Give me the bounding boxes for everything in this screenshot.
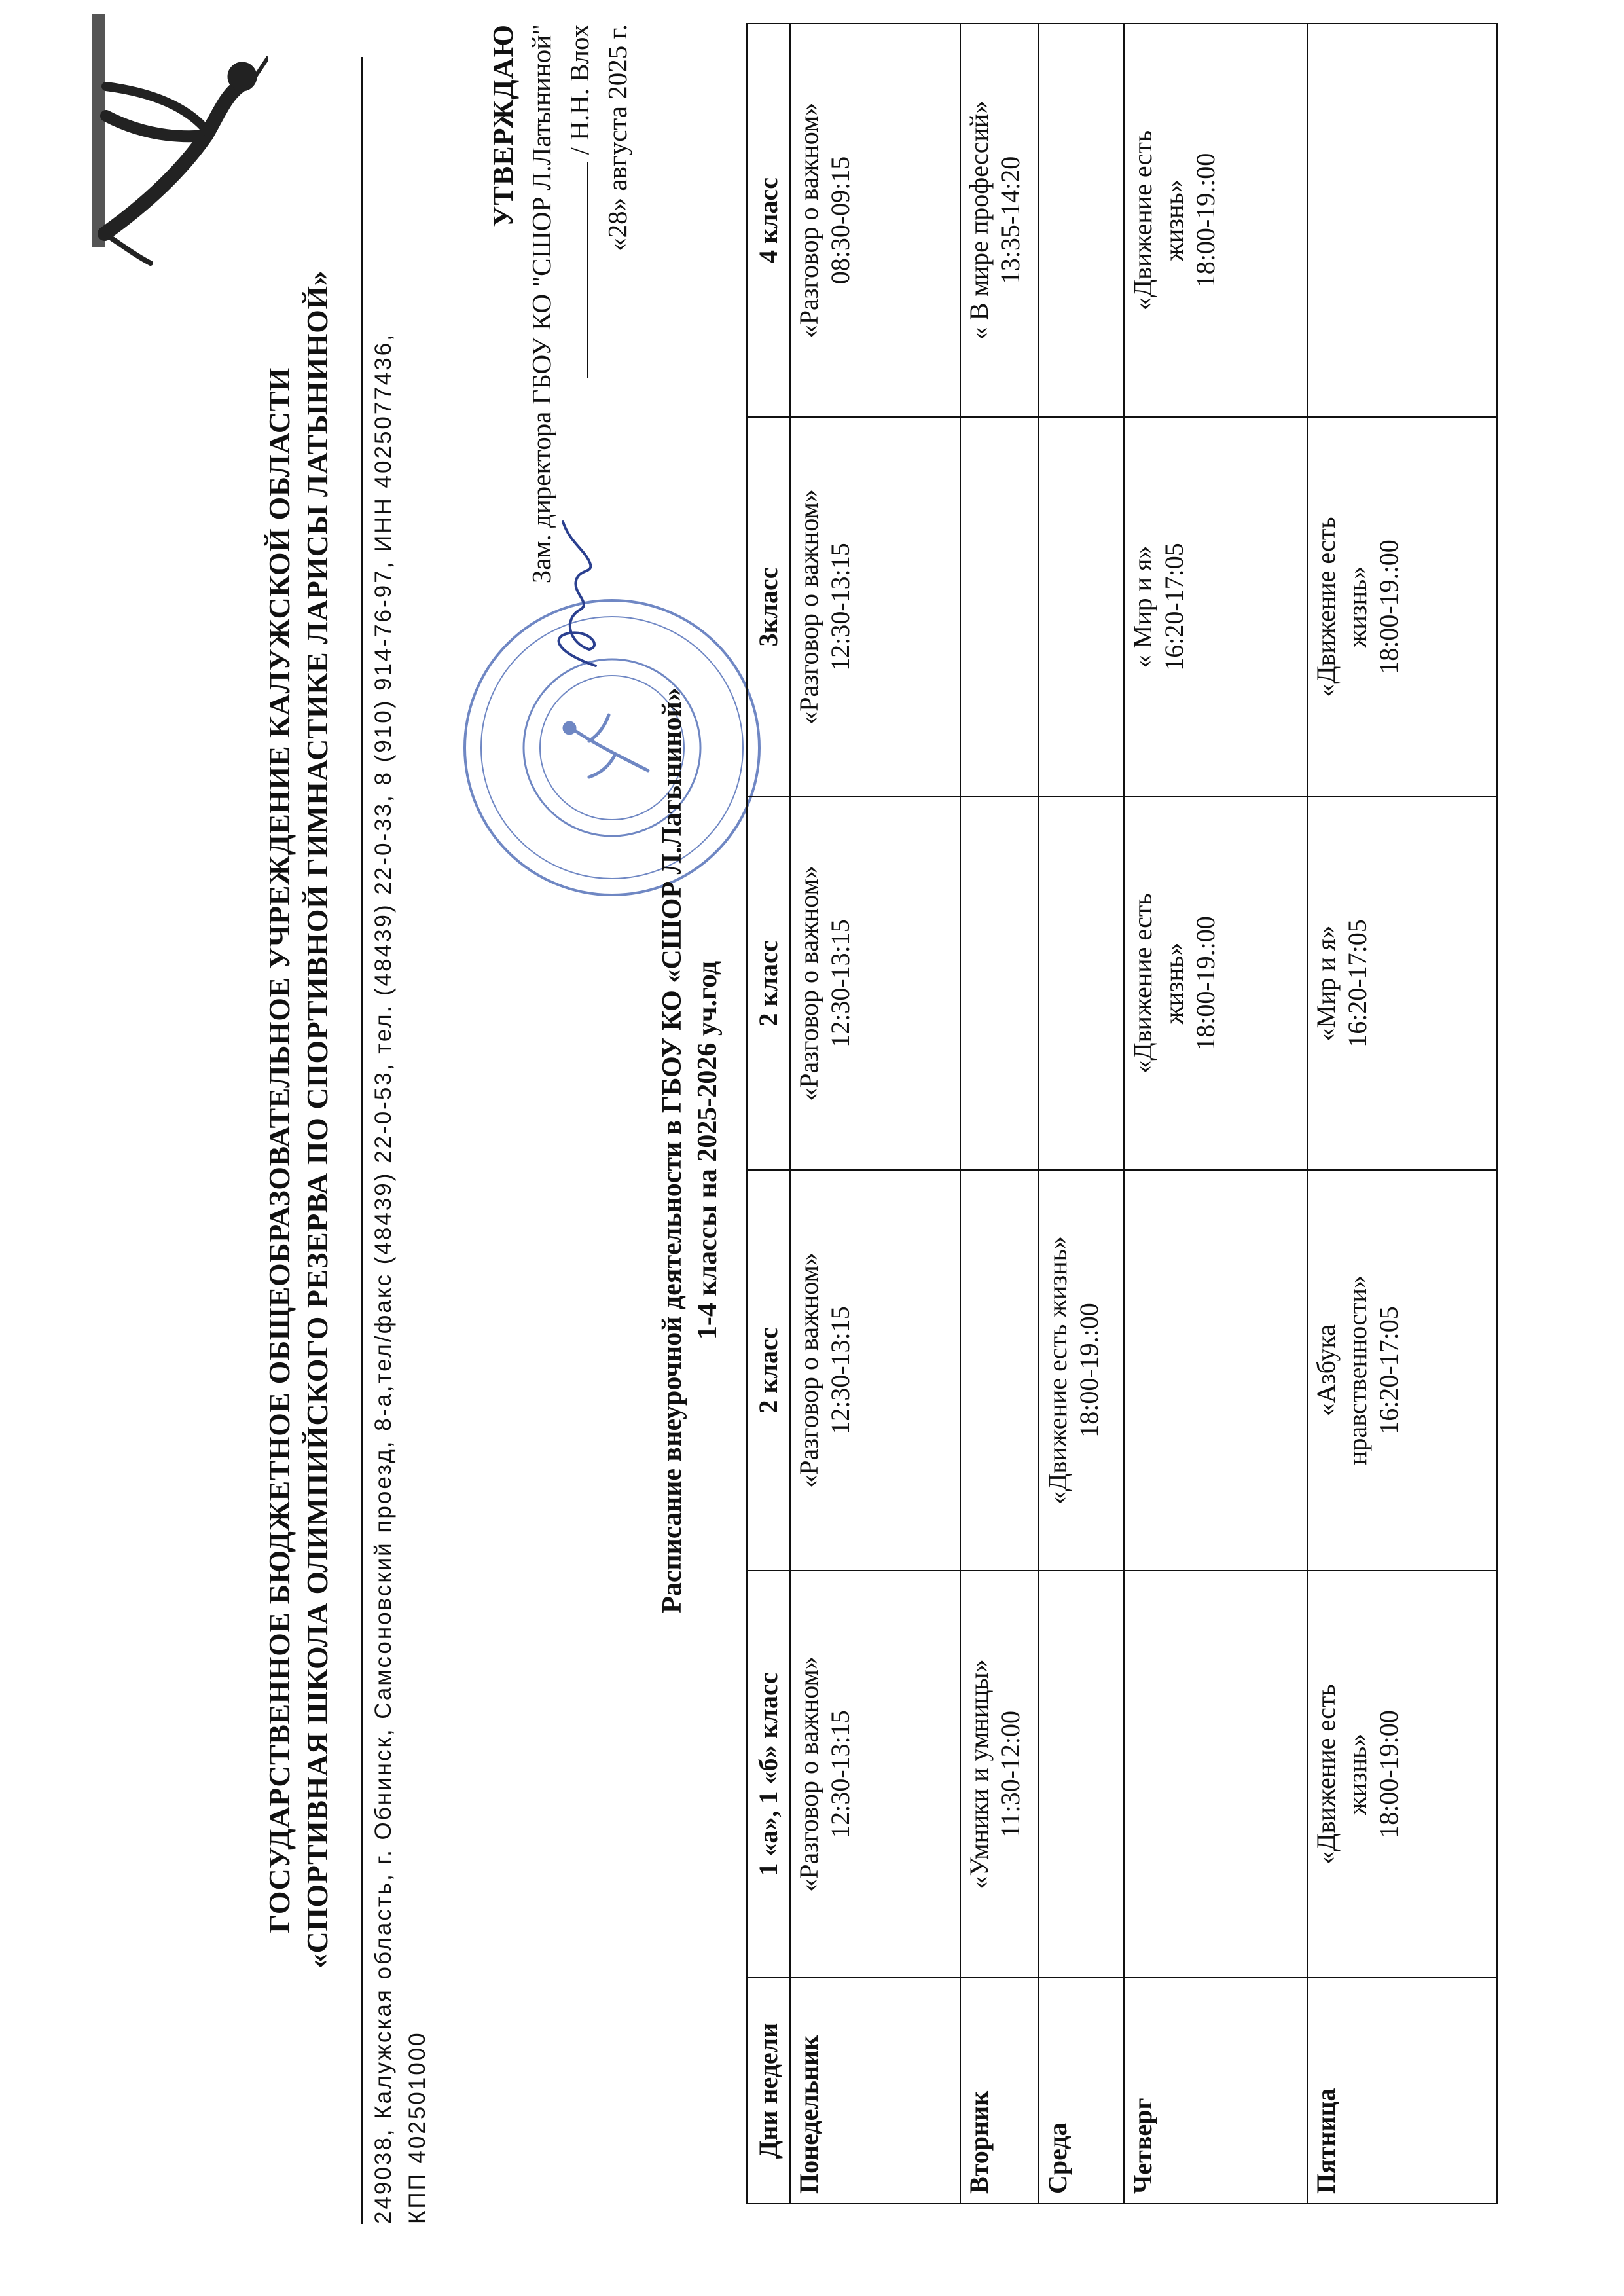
activity-time: 18:00-19.:00	[1074, 1303, 1104, 1438]
document-title-line-1: Расписание внеурочной деятельности в ГБОУ КО «СШОР Л.Латыниной»	[657, 687, 687, 1613]
org-name-line-1: ГОСУДАРСТВЕННОЕ БЮДЖЕТНОЕ ОБЩЕОБРАЗОВАТЕЛЬНОЕ УЧРЕЖДЕНИЕ КАЛУЖСКОЙ ОБЛАСТИ	[262, 367, 296, 1933]
activity-name: «Разговор о важном»	[794, 1252, 823, 1488]
schedule-cell	[790, 797, 960, 1170]
day-label: Пятница	[1307, 1978, 1497, 2204]
schedule-cell-empty	[1039, 1571, 1124, 1978]
activity-time: 11:30-12:00	[996, 1710, 1025, 1838]
schedule-cell	[1307, 417, 1497, 797]
schedule-row-wednesday	[1039, 24, 1124, 2204]
activity-name-cont: жизнь»	[1159, 179, 1189, 261]
activity-time: 13:35-14:20	[996, 156, 1025, 285]
schedule-cell	[1124, 24, 1307, 417]
org-name-line-2: «СПОРТИВНАЯ ШКОЛА ОЛИМПИЙСКОГО РЕЗЕРВА ПО СПОРТИВНОЙ ГИМНАСТИКЕ ЛАРИСЫ ЛАТЫНИНОЙ»	[300, 270, 334, 1969]
schedule-cell-empty	[960, 1170, 1039, 1571]
activity-time: 16:20-17:05	[1343, 919, 1372, 1048]
schedule-cell-empty	[1039, 797, 1124, 1170]
activity-time: 12:30-13:15	[825, 1710, 855, 1838]
day-label: Среда	[1039, 1978, 1124, 2204]
schedule-cell	[1039, 1170, 1124, 1571]
schedule-cell-empty	[1124, 1170, 1307, 1571]
activity-time: 16:20-17:05	[1374, 1306, 1403, 1434]
activity-name: «Разговор о важном»	[794, 1656, 823, 1892]
schedule-row-monday	[790, 24, 960, 2204]
activity-name: «Разговор о важном»	[794, 102, 823, 338]
activity-time: 18:00-19.:00	[1191, 916, 1220, 1051]
activity-name: «Разговор о важном»	[794, 866, 823, 1101]
schedule-cell	[790, 24, 960, 417]
schedule-cell	[1307, 1170, 1497, 1571]
schedule-cell	[1124, 797, 1307, 1170]
approval-signer: / Н.Н. Влох	[564, 24, 594, 155]
schedule-row-tuesday	[960, 24, 1039, 2204]
schedule-cell	[1307, 1571, 1497, 1978]
schedule-cell	[790, 417, 960, 797]
activity-name: «Умники и умницы»	[964, 1659, 994, 1889]
schedule-cell	[960, 24, 1039, 417]
schedule-cell-empty	[1307, 24, 1497, 417]
activity-name: «Движение есть жизнь»	[1043, 1236, 1072, 1504]
activity-time: 08:30-09:15	[825, 156, 855, 285]
schedule-cell	[790, 1571, 960, 1978]
schedule-cell	[1307, 797, 1497, 1170]
activity-time: 18:00-19:00	[1374, 1710, 1403, 1838]
header-class-4: 4 класс	[747, 24, 790, 417]
day-label: Понедельник	[790, 1978, 960, 2204]
schedule-cell-empty	[1039, 24, 1124, 417]
signature-line	[564, 162, 588, 378]
document-title-line-2: 1-4 классы на 2025-2026 уч.год	[693, 960, 723, 1340]
header-days: Дни недели	[747, 1978, 790, 2204]
activity-time: 18:00-19.:00	[1374, 539, 1403, 674]
schedule-row-thursday	[1124, 24, 1307, 2204]
activity-name: «Движение есть	[1311, 517, 1341, 697]
schedule-row-friday	[1307, 24, 1497, 2204]
activity-name: «Азбука	[1311, 1324, 1341, 1417]
gymnast-logo	[52, 0, 268, 273]
activity-name: «Разговор о важном»	[794, 489, 823, 725]
approval-block	[484, 24, 636, 895]
activity-name: «Движение есть	[1311, 1684, 1341, 1865]
schedule-cell-empty	[1124, 1571, 1307, 1978]
day-label: Четверг	[1124, 1978, 1307, 2204]
activity-time: 12:30-13:15	[825, 1306, 855, 1434]
header-class-3: 3класс	[747, 417, 790, 797]
schedule-cell	[960, 1571, 1039, 1978]
document-title	[655, 332, 725, 1969]
header-class-2a: 2 класс	[747, 1170, 790, 1571]
header-divider	[361, 57, 363, 2224]
schedule-cell-empty	[1039, 417, 1124, 797]
activity-name-cont: жизнь»	[1343, 1733, 1372, 1815]
activity-name: « В мире профессий»	[964, 100, 994, 340]
day-label: Вторник	[960, 1978, 1039, 2204]
activity-time: 12:30-13:15	[825, 919, 855, 1048]
schedule-header-row	[747, 24, 790, 2204]
activity-time: 18:00-19.:00	[1191, 153, 1220, 288]
schedule-table	[746, 23, 1498, 2204]
approval-position: Зам. директора ГБОУ КО "СШОР Л.Латыниной"	[526, 24, 556, 584]
approval-signature-row	[560, 24, 598, 895]
schedule-cell	[1124, 417, 1307, 797]
activity-name: «Движение есть	[1128, 893, 1157, 1074]
schedule-cell-empty	[960, 797, 1039, 1170]
approval-title: УТВЕРЖДАЮ	[487, 24, 519, 227]
activity-time: 12:30-13:15	[825, 543, 855, 671]
activity-name: «Движение есть	[1128, 130, 1157, 311]
header-class-2b: 2 класс	[747, 797, 790, 1170]
activity-name: « Мир и я»	[1128, 545, 1157, 668]
activity-name-cont: нравственности»	[1343, 1275, 1372, 1465]
activity-name-cont: жизнь»	[1159, 942, 1189, 1025]
activity-name-cont: жизнь»	[1343, 566, 1372, 648]
header-class-1: 1 «а», 1 «б» класс	[747, 1571, 790, 1978]
approval-date: «28» августа 2025 г.	[602, 24, 632, 251]
schedule-cell-empty	[960, 417, 1039, 797]
schedule-cell	[790, 1170, 960, 1571]
activity-time: 16:20-17:05	[1159, 543, 1189, 671]
activity-name: «Мир и я»	[1311, 925, 1341, 1042]
handwritten-signature	[543, 515, 615, 672]
org-address: 249038, Калужская область, г. Обнинск, Самсоновский проезд, 8-а,тел/факс (48439) 22-0-53, тел. (48439) 22-0-33, 8 (910) 914-76-97, ИНН 4025077436, КПП 402501000	[370, 333, 430, 2224]
